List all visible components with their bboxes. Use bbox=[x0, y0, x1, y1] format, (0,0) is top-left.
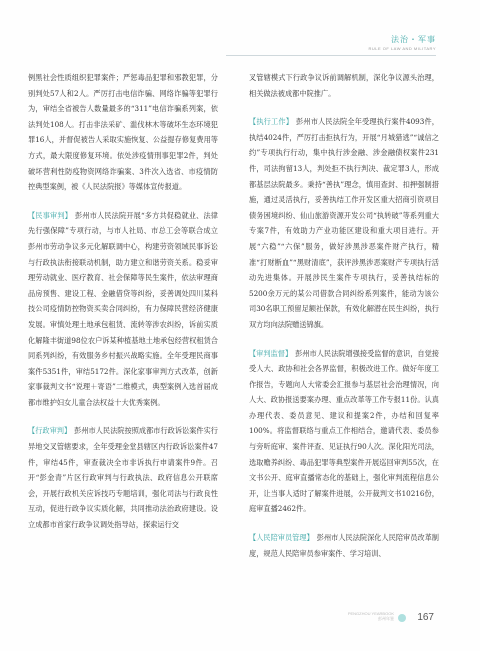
enforcement-text: 彭州市人民法院全年受理执行案件4093件，执结4024件，严厉打击拒执行为，开展“月城猎逃”“诚信之约”专项执行行动，集中执行涉金融、涉金融债权案件231件，司法拘留13人，判处拒不执行判决、裁定罪3人，形成都基层法院最多。秉持“善执”理念，慎用查封、扣押强制措施，通过灵活执行，妥善执结工作开发区重大招商引资项目债务困境纠纷、仙山旅游资源开发公司“执转破”等系列重大专案7件，有效助力产业功能区建设和重大项目进行。开展“六稳”“六保”服务，做好涉黑涉恶案件财产执行，精准“打财断血”“黑财清底”，获评涉黑涉恶案财产专项执行活动先进集体。开展涉民生案件专项执行，妥善执结标的5200余万元的某公司借款合同纠纷系列案件，能动为该公司30名职工预留足额社保款，有效化解潜在民生纠纷，执行双方均向法院赠送锦旗。 bbox=[249, 117, 439, 329]
right-column bbox=[249, 70, 439, 561]
watermark-line-2: 彭州年鉴 bbox=[378, 616, 394, 621]
supervision-tag: 【审判监督】 bbox=[249, 348, 293, 358]
administrative-trial-text: 彭州市人民法院按照成都市行政诉讼案件实行异地交叉管辖要求，全年受理金堂县辖区内行政诉讼案件47件，审结45件，审查裁决全市非诉执行申请案件9件。召开“彭金青”片区行政审判与行政执法、政府信息公开联席会，开展行政机关应诉技巧专题培训，强化司法与行政良性互动，促进行政争议实质化解，共同推动法治政府建设。设立成都市首家行政争议调处指导站，探索运行交 bbox=[28, 426, 218, 530]
administrative-trial-tag: 【行政审判】 bbox=[28, 426, 72, 436]
juror-management-section bbox=[249, 530, 439, 561]
civil-trial-section bbox=[28, 208, 218, 411]
juror-management-tag: 【人民陪审员管理】 bbox=[249, 533, 314, 543]
supervision-section bbox=[249, 346, 439, 518]
page-marker-circle bbox=[398, 614, 406, 622]
section-subtitle: RULE OF LAW AND MILITARY bbox=[368, 46, 436, 51]
running-header bbox=[369, 34, 437, 51]
page-footer bbox=[0, 609, 480, 623]
civil-trial-tag-label: 民事审判 bbox=[35, 210, 65, 220]
supervision-tag-label: 审判监督 bbox=[256, 348, 285, 358]
watermark-line-1: PENGZHOU YEARBOOK bbox=[347, 611, 394, 616]
civil-trial-text: 彭州市人民法院开展“多方共促稳就业、法律先行强保障”专项行动，与市人社局、市总工会等联合成立彭州市劳动争议多元化解联调中心，构建劳资领域民事诉讼与行政执法衔接联动机制，助力建立和谐劳资关系。稳妥审理劳动就业、医疗教育、社会保障等民生案件，依法审理商品房预售、建设工程、金融借贷等纠纷，妥善调处四川某科技公司疫情防控物资买卖合同纠纷，有力保障民营经济健康发展。审慎处理土地承包租赁、流转等涉农纠纷，诉前实质化解隆丰街道98位农户诉某种植基地土地承包经营权租赁合同系列纠纷，有效服务乡村振兴战略实施。全年受理民商事案件5351件，审结5172件。深化家事审判方式改革，创新家事裁判文书“说理＋寄语”二维模式，典型案例入选首届成都市维护妇女儿童合法权益十大优秀案例。 bbox=[28, 210, 218, 407]
yearbook-watermark bbox=[348, 611, 394, 621]
enforcement-tag: 【执行工作】 bbox=[249, 117, 294, 127]
administrative-trial-section bbox=[28, 423, 218, 532]
administrative-trial-tag-label: 行政审判 bbox=[35, 426, 64, 436]
juror-management-text: 彭州市人民法院深化人民陪审员改革制度，规范人民陪审员参审案件、学习培训、 bbox=[249, 533, 439, 558]
civil-trial-tag: 【民事审判】 bbox=[28, 210, 73, 220]
right-intro-paragraph: 叉管辖模式下行政争议诉前调解机制，深化争议源头治理，相关做法被成都中院推广。 bbox=[249, 73, 439, 98]
enforcement-section bbox=[249, 114, 439, 332]
enforcement-tag-label: 执行工作 bbox=[256, 117, 286, 127]
supervision-text: 彭州市人民法院增强接受监督的意识，自觉接受人大、政协和社会各界监督，积极改进工作。做好年度工作报告，专题向人大常委会汇报参与基层社会治理情况，向人大、政协报送要案办理、重点改革等工作专报11份。认真办理代表、委员意见、建议和提案2件，办结和回复率100%。将监督联络与重点工作相结合，邀请代表、委员参与旁听庭审、案件评查、见证执行90人次。深化阳光司法，选取赡养纠纷、毒品犯罪等典型案件开展巡回审判55次，在文书公开、庭审直播常态化的基础上，强化审判流程信息公开，让当事人适时了解案件进展，公开裁判文书10216份，庭审直播2462件。 bbox=[249, 348, 439, 514]
section-title: 法治・军事 bbox=[391, 35, 436, 44]
header-rule bbox=[226, 55, 436, 56]
juror-management-tag-label: 人民陪审员管理 bbox=[256, 533, 307, 543]
page-number: 167 bbox=[417, 612, 434, 623]
left-column bbox=[28, 70, 218, 533]
left-intro-paragraph: 例黑社会性质组织犯罪案件；严惩毒品犯罪和邪教犯罪，分别判处57人和2人。严厉打击电信诈骗、网络诈骗等犯罪行为，审结全省被告人数量最多的“311”电信诈骗系列案，依法判处108人。打击非法采矿、滥伐林木等破坏生态环境犯罪16人，并督促被告人采取实施恢复、公益提存修复费用等方式，最大限度修复环境。依处涉疫情刑事犯罪2件，判处破坏营利性防疫物资网络诈骗案、3件次入选省、市疫情防控典型案例，被《人民法院报》等媒体宣传报道。 bbox=[28, 73, 218, 192]
